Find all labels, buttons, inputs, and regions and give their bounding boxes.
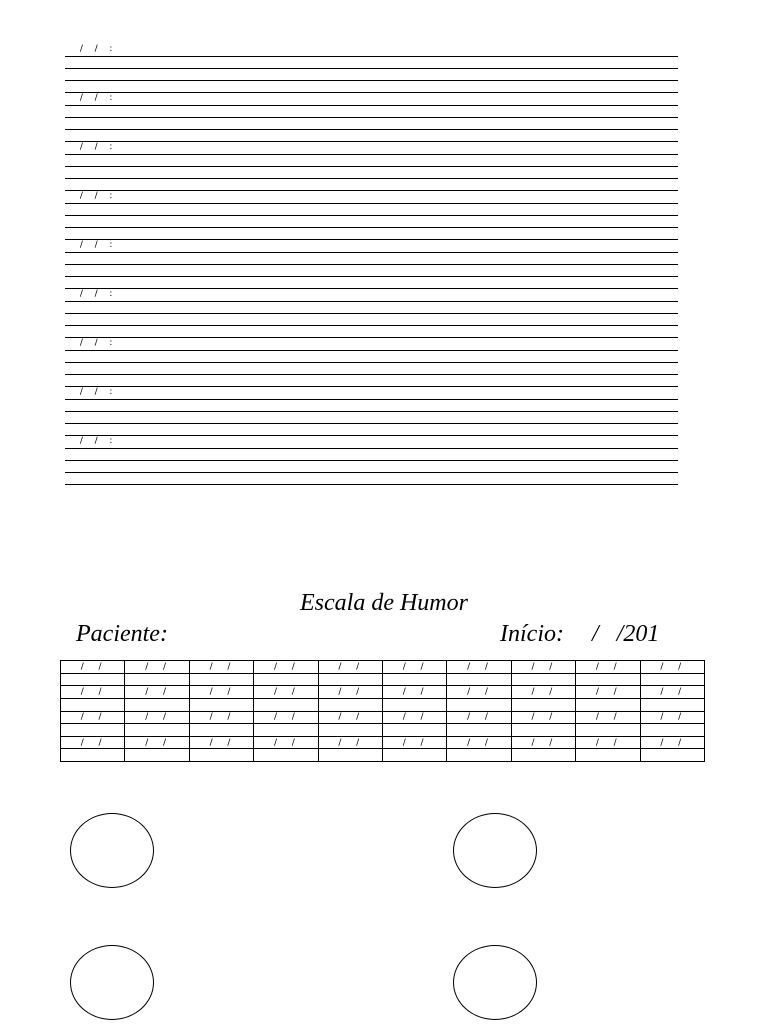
grid-mood-cell[interactable] <box>125 673 189 686</box>
entry-date-label: / / : <box>75 240 115 250</box>
writing-line[interactable] <box>65 276 678 277</box>
grid-date-cell[interactable]: / / <box>576 736 640 749</box>
grid-date-cell[interactable]: / / <box>125 686 189 699</box>
grid-mood-cell[interactable] <box>318 749 382 762</box>
writing-line[interactable] <box>65 252 678 253</box>
grid-date-cell[interactable]: / / <box>254 686 318 699</box>
grid-mood-cell[interactable] <box>254 749 318 762</box>
mood-circle-3[interactable] <box>70 945 154 1020</box>
grid-date-cell[interactable]: / / <box>254 711 318 724</box>
patient-label: Paciente: <box>76 621 168 647</box>
grid-mood-cell[interactable] <box>61 698 125 711</box>
journal-entry <box>65 289 678 338</box>
writing-line[interactable] <box>65 448 678 449</box>
grid-mood-cell[interactable] <box>125 749 189 762</box>
grid-mood-cell[interactable] <box>382 698 446 711</box>
writing-line[interactable] <box>65 80 678 81</box>
grid-mood-cell[interactable] <box>447 724 511 737</box>
grid-date-cell[interactable]: / / <box>125 736 189 749</box>
writing-line[interactable] <box>65 362 678 363</box>
grid-mood-cell[interactable] <box>511 749 575 762</box>
grid-date-cell[interactable]: / / <box>61 686 125 699</box>
grid-mood-cell[interactable] <box>318 724 382 737</box>
writing-line[interactable] <box>65 301 678 302</box>
mood-circle-2[interactable] <box>453 813 537 888</box>
writing-line[interactable] <box>65 203 678 204</box>
grid-mood-cell[interactable] <box>61 724 125 737</box>
grid-row <box>61 724 705 737</box>
grid-date-cell[interactable]: / / <box>447 661 511 674</box>
grid-mood-cell[interactable] <box>254 724 318 737</box>
journal-entry <box>65 44 678 93</box>
grid-date-cell[interactable]: / / <box>125 661 189 674</box>
grid-mood-cell[interactable] <box>254 698 318 711</box>
grid-date-cell[interactable]: / / <box>447 711 511 724</box>
grid-date-cell[interactable]: / / <box>318 736 382 749</box>
grid-mood-cell[interactable] <box>511 698 575 711</box>
grid-date-cell[interactable]: / / <box>382 711 446 724</box>
writing-line[interactable] <box>65 154 678 155</box>
journal-entry <box>65 240 678 289</box>
grid-date-cell[interactable]: / / <box>640 736 704 749</box>
mood-circle-1[interactable] <box>70 813 154 888</box>
entry-date-label: / / : <box>75 338 115 348</box>
grid-mood-cell[interactable] <box>640 673 704 686</box>
grid-mood-cell[interactable] <box>382 749 446 762</box>
grid-date-cell[interactable]: / / <box>511 736 575 749</box>
writing-line[interactable] <box>65 411 678 412</box>
grid-date-cell[interactable]: / / <box>189 736 253 749</box>
grid-date-cell[interactable]: / / <box>511 711 575 724</box>
grid-mood-cell[interactable] <box>189 724 253 737</box>
grid-mood-cell[interactable] <box>640 724 704 737</box>
grid-date-cell[interactable]: / / <box>318 686 382 699</box>
grid-mood-cell[interactable] <box>254 673 318 686</box>
writing-line[interactable] <box>65 129 678 130</box>
grid-date-cell[interactable]: / / <box>640 686 704 699</box>
entry-date-label: / / : <box>75 93 115 103</box>
grid-date-cell[interactable]: / / <box>447 736 511 749</box>
grid-mood-cell[interactable] <box>576 698 640 711</box>
grid-mood-cell[interactable] <box>511 673 575 686</box>
journal-entry <box>65 387 678 436</box>
grid-date-cell[interactable]: / / <box>125 711 189 724</box>
writing-line[interactable] <box>65 117 678 118</box>
entry-date-label: / / : <box>75 289 115 299</box>
writing-line[interactable] <box>65 325 678 326</box>
grid-date-cell[interactable]: / / <box>382 686 446 699</box>
writing-line[interactable] <box>65 399 678 400</box>
grid-date-cell[interactable]: / / <box>61 661 125 674</box>
writing-line[interactable] <box>65 166 678 167</box>
writing-line[interactable] <box>65 178 678 179</box>
grid-date-cell[interactable]: / / <box>576 686 640 699</box>
grid-date-cell[interactable]: / / <box>189 661 253 674</box>
grid-date-cell[interactable]: / / <box>447 686 511 699</box>
grid-mood-cell[interactable] <box>318 698 382 711</box>
grid-row <box>61 686 705 699</box>
grid-date-cell[interactable]: / / <box>576 711 640 724</box>
journal-section <box>65 44 678 485</box>
grid-date-cell[interactable]: / / <box>576 661 640 674</box>
start-label: Início: <box>500 621 564 647</box>
writing-line[interactable] <box>65 105 678 106</box>
mood-circle-4[interactable] <box>453 945 537 1020</box>
start-date-field[interactable]: / /201 <box>592 621 660 647</box>
grid-mood-cell[interactable] <box>189 749 253 762</box>
entry-date-label: / / : <box>75 142 115 152</box>
writing-line[interactable] <box>65 423 678 424</box>
writing-line[interactable] <box>65 484 678 485</box>
entry-date-label: / / : <box>75 436 115 446</box>
entry-date-label: / / : <box>75 387 115 397</box>
writing-line[interactable] <box>65 460 678 461</box>
journal-entry <box>65 191 678 240</box>
grid-mood-cell[interactable] <box>576 749 640 762</box>
grid-mood-cell[interactable] <box>640 749 704 762</box>
journal-entry <box>65 436 678 485</box>
grid-date-cell[interactable]: / / <box>511 661 575 674</box>
writing-line[interactable] <box>65 56 678 57</box>
grid-date-cell[interactable]: / / <box>254 661 318 674</box>
grid-date-cell[interactable]: / / <box>189 686 253 699</box>
grid-row <box>61 736 705 749</box>
grid-mood-cell[interactable] <box>189 673 253 686</box>
grid-date-cell[interactable]: / / <box>254 736 318 749</box>
journal-entry <box>65 338 678 387</box>
grid-date-cell[interactable]: / / <box>511 686 575 699</box>
writing-line[interactable] <box>65 374 678 375</box>
grid-mood-cell[interactable] <box>640 698 704 711</box>
grid-mood-cell[interactable] <box>318 673 382 686</box>
journal-entry <box>65 93 678 142</box>
grid-mood-cell[interactable] <box>61 673 125 686</box>
grid-row <box>61 673 705 686</box>
grid-mood-cell[interactable] <box>382 724 446 737</box>
writing-line[interactable] <box>65 68 678 69</box>
grid-date-cell[interactable]: / / <box>318 711 382 724</box>
grid-date-cell[interactable]: / / <box>61 711 125 724</box>
mood-grid <box>60 660 705 762</box>
grid-mood-cell[interactable] <box>125 698 189 711</box>
grid-date-cell[interactable]: / / <box>382 736 446 749</box>
writing-line[interactable] <box>65 350 678 351</box>
grid-mood-cell[interactable] <box>125 724 189 737</box>
grid-date-cell[interactable]: / / <box>61 736 125 749</box>
grid-row <box>61 711 705 724</box>
grid-row <box>61 698 705 711</box>
grid-mood-cell[interactable] <box>447 749 511 762</box>
grid-mood-cell[interactable] <box>382 673 446 686</box>
grid-mood-cell[interactable] <box>576 724 640 737</box>
grid-date-cell[interactable]: / / <box>640 661 704 674</box>
journal-entry <box>65 142 678 191</box>
grid-row <box>61 749 705 762</box>
grid-date-cell[interactable]: / / <box>382 661 446 674</box>
grid-date-cell[interactable]: / / <box>318 661 382 674</box>
writing-line[interactable] <box>65 472 678 473</box>
grid-mood-cell[interactable] <box>511 724 575 737</box>
entry-date-label: / / : <box>75 44 115 54</box>
writing-line[interactable] <box>65 313 678 314</box>
grid-mood-cell[interactable] <box>189 698 253 711</box>
grid-date-cell[interactable]: / / <box>189 711 253 724</box>
grid-row <box>61 661 705 674</box>
grid-mood-cell[interactable] <box>447 673 511 686</box>
writing-line[interactable] <box>65 227 678 228</box>
grid-mood-cell[interactable] <box>447 698 511 711</box>
grid-mood-cell[interactable] <box>61 749 125 762</box>
entry-date-label: / / : <box>75 191 115 201</box>
grid-date-cell[interactable]: / / <box>640 711 704 724</box>
writing-line[interactable] <box>65 215 678 216</box>
grid-mood-cell[interactable] <box>576 673 640 686</box>
writing-line[interactable] <box>65 264 678 265</box>
page-title: Escala de Humor <box>300 590 468 616</box>
